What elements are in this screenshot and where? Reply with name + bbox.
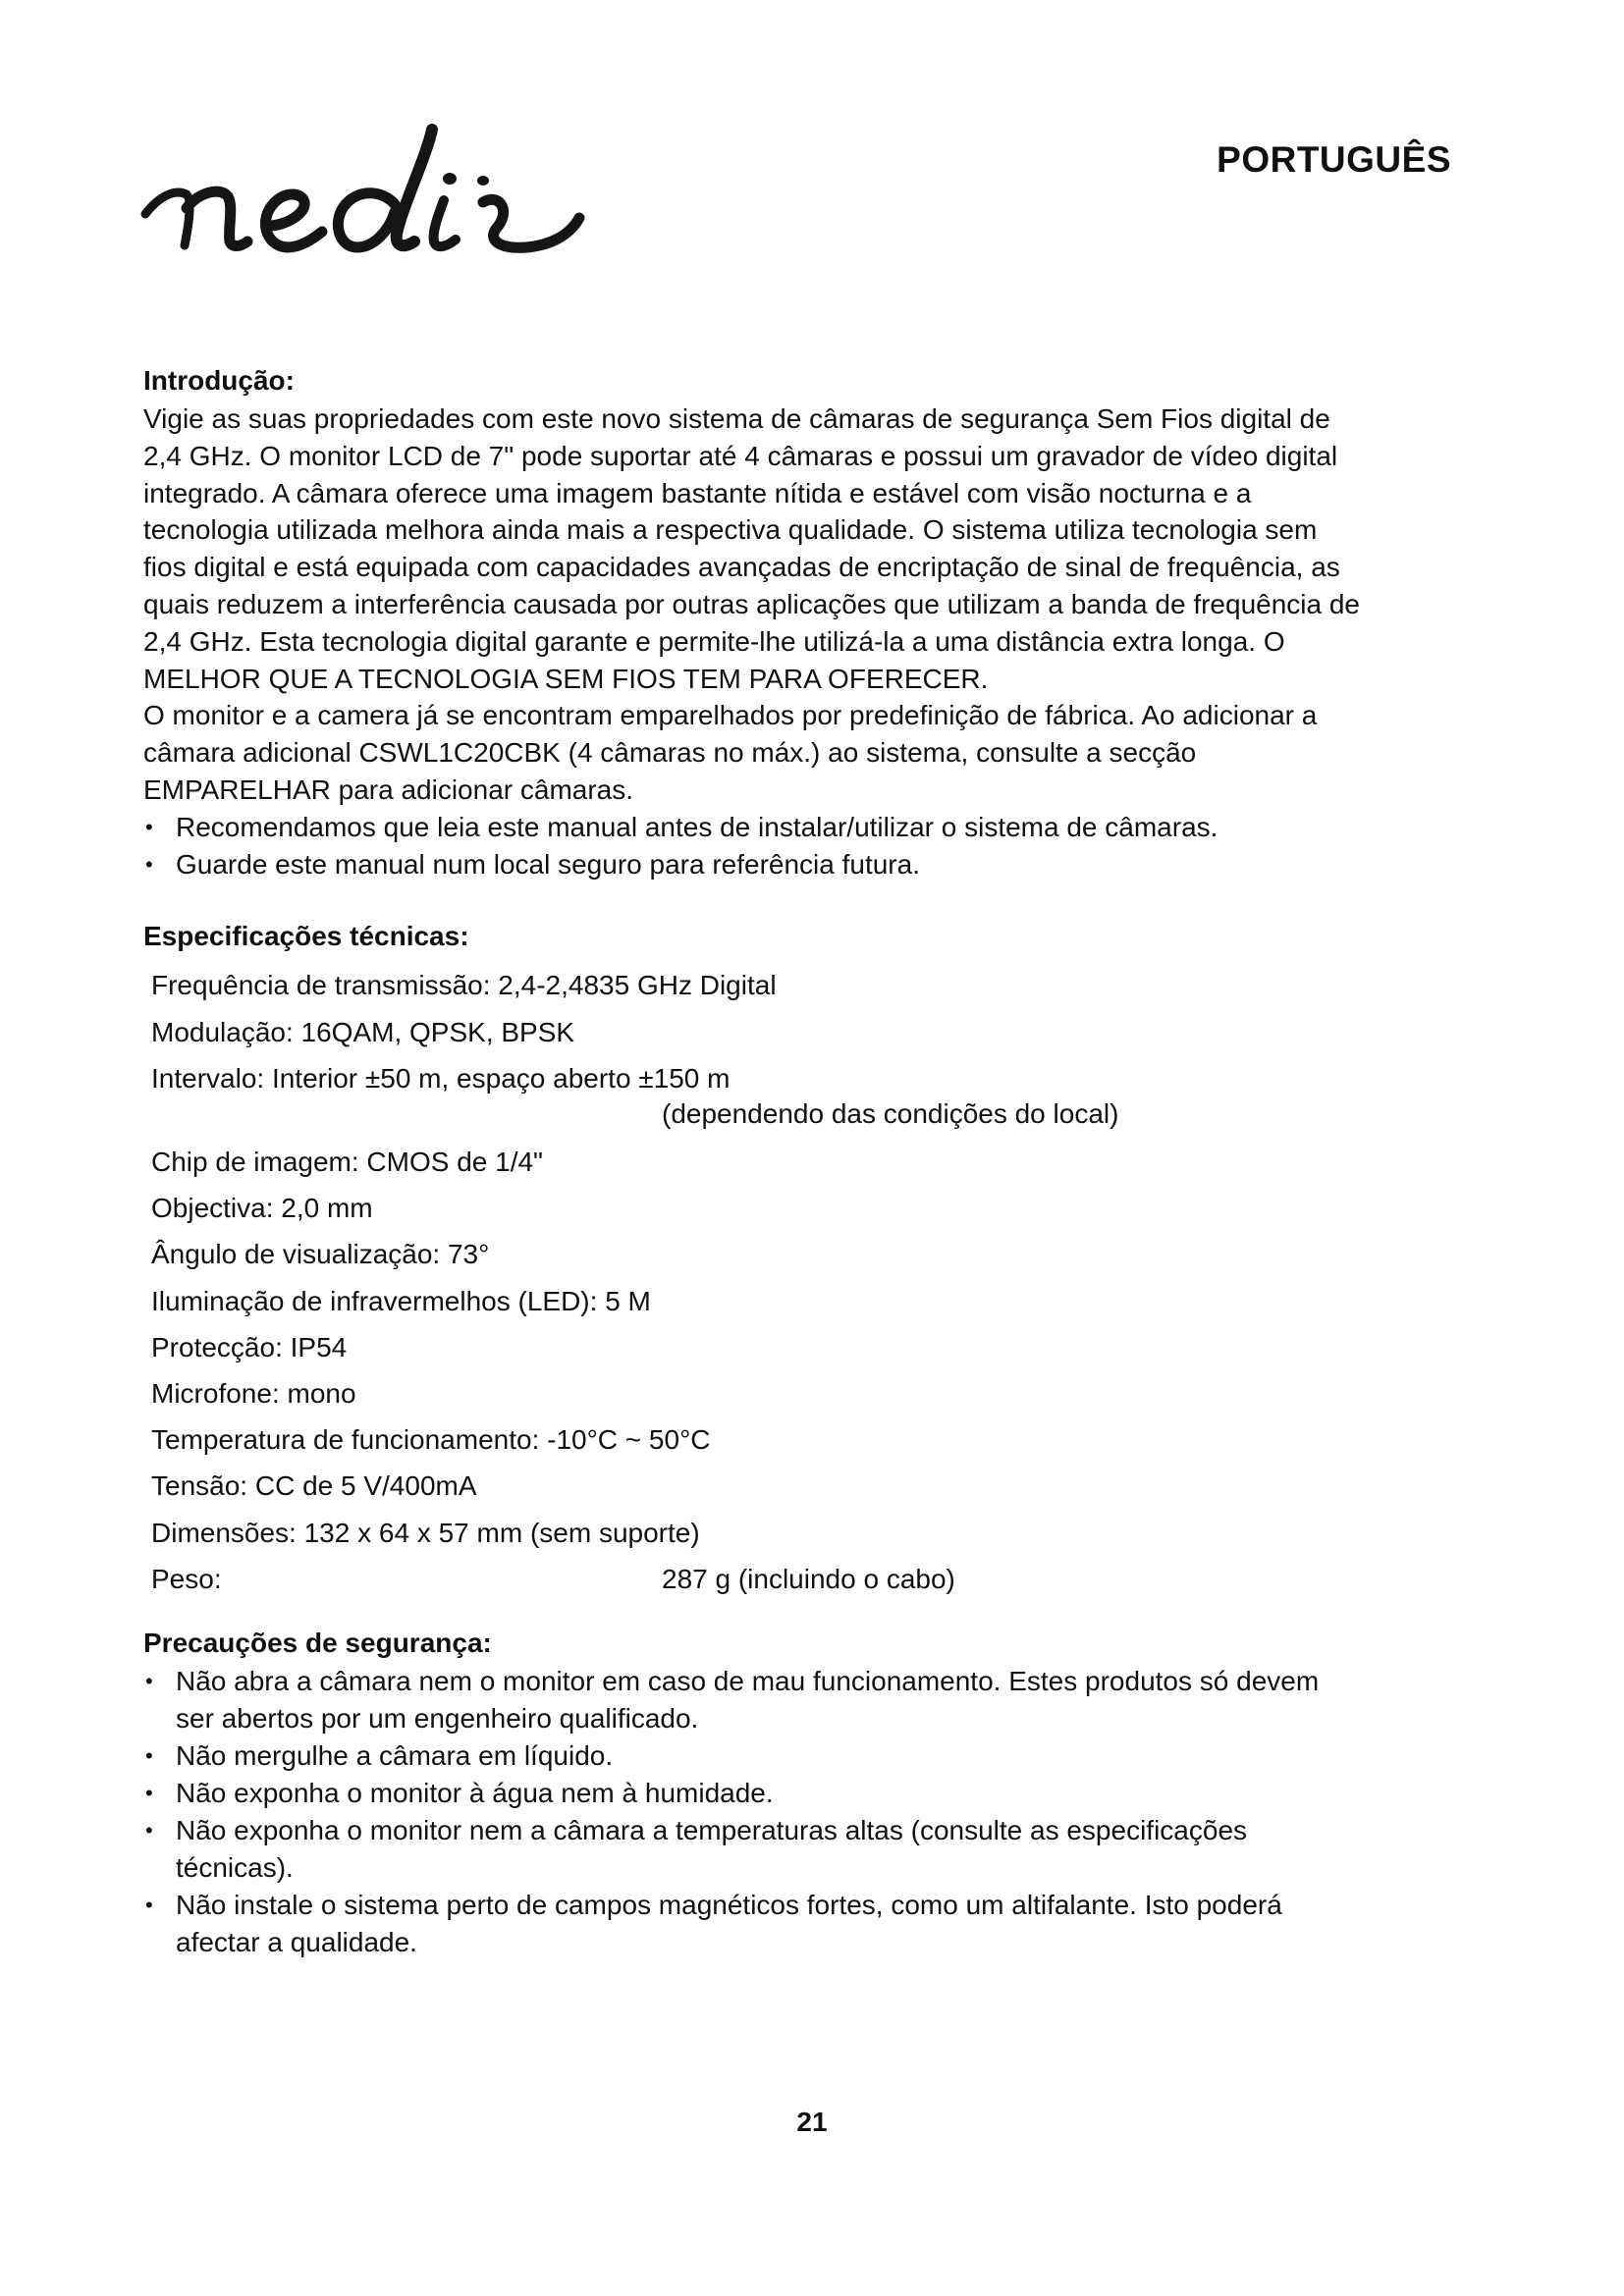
- spec-frequency: Frequência de transmissão: 2,4-2,4835 GHz Digital: [151, 970, 777, 1001]
- list-item: • Não exponha o monitor à água nem à humidade.: [143, 1775, 1361, 1812]
- intro-bullet-list: [143, 809, 1361, 883]
- list-item: • Não instale o sistema perto de campos magnéticos fortes, como um altifalante. Isto poderá afectar a qualidade.: [143, 1887, 1361, 1961]
- list-item: • Não exponha o monitor nem a câmara a temperaturas altas (consulte as especificações técnicas).: [143, 1812, 1361, 1887]
- spec-weight-value: 287 g (incluindo o cabo): [662, 1563, 955, 1594]
- spec-range-note: (dependendo das condições do local): [662, 1097, 1119, 1129]
- specs-heading: Especificações técnicas:: [143, 921, 469, 952]
- precautions-heading: Precauções de segurança:: [143, 1628, 492, 1659]
- precautions-section: [143, 1624, 1361, 1961]
- nedis-logo: [137, 118, 648, 275]
- spec-weight: [151, 1556, 1361, 1602]
- spec-image-chip: Chip de imagem: CMOS de 1/4": [151, 1146, 543, 1177]
- spec-microphone: Microfone: mono: [151, 1378, 356, 1409]
- page-content: [143, 361, 1361, 1961]
- specs-section: [143, 917, 1361, 1602]
- spec-modulation: Modulação: 16QAM, QPSK, BPSK: [151, 1016, 575, 1047]
- spec-ir-led: Iluminação de infravermelhos (LED): 5 M: [151, 1285, 651, 1316]
- spec-range: Intervalo: Interior ±50 m, espaço aberto ±150 m: [151, 1062, 731, 1094]
- spec-weight-label: Peso:: [151, 1563, 222, 1594]
- list-item: • Recomendamos que leia este manual antes de instalar/utilizar o sistema de câmaras.: [143, 809, 1361, 846]
- list-item: • Não abra a câmara nem o monitor em caso de mau funcionamento. Estes produtos só devem ser abertos por um engenheiro qualificado.: [143, 1663, 1361, 1737]
- spec-operating-temp: Temperatura de funcionamento: -10°C ~ 50°C: [151, 1424, 711, 1456]
- spec-protection: Protecção: IP54: [151, 1331, 348, 1362]
- language-label: PORTUGUÊS: [1217, 139, 1451, 180]
- spec-voltage: Tensão: CC de 5 V/400mA: [151, 1470, 477, 1502]
- list-item: • Guarde este manual num local seguro para referência futura.: [143, 846, 1361, 883]
- list-item: • Não mergulhe a câmara em líquido.: [143, 1737, 1361, 1775]
- intro-heading: Introdução:: [143, 365, 295, 396]
- intro-pairing-paragraph: O monitor e a camera já se encontram emparelhados por predefinição de fábrica. Ao adicionar a câmara adicional CSWL1C20CBK (4 câmaras no máx.) ao sistema, consulte a secção EMPARELHAR para adicionar câmaras.: [143, 700, 1318, 806]
- precautions-list: [143, 1663, 1361, 1961]
- page-number: 21: [796, 2107, 828, 2137]
- spec-view-angle: Ângulo de visualização: 73°: [151, 1239, 490, 1270]
- spec-dimensions: Dimensões: 132 x 64 x 57 mm (sem suporte): [151, 1517, 700, 1548]
- intro-paragraph: Vigie as suas propriedades com este novo sistema de câmaras de segurança Sem Fios digital de 2,4 GHz. O monitor LCD de 7" pode suportar até 4 câmaras e possui um gravador de vídeo digital integrado. A câmara oferece uma imagem bastante nítida e estável com visão nocturna e a tecnologia utilizada melhora ainda mais a respectiva qualidade. O sistema utiliza tecnologia sem fios digital e está equipada com capacidades avançadas de encriptação de sinal de frequência, as quais reduzem a interferência causada por outras aplicações que utilizam a banda de frequência de 2,4 GHz. Esta tecnologia digital garante e permite-lhe utilizá-la a uma distância extra longa. O MELHOR QUE A TECNOLOGIA SEM FIOS TEM PARA OFERECER.: [143, 403, 1360, 694]
- specs-list: [143, 962, 1361, 1602]
- spec-lens: Objectiva: 2,0 mm: [151, 1193, 373, 1224]
- intro-section: [143, 361, 1361, 883]
